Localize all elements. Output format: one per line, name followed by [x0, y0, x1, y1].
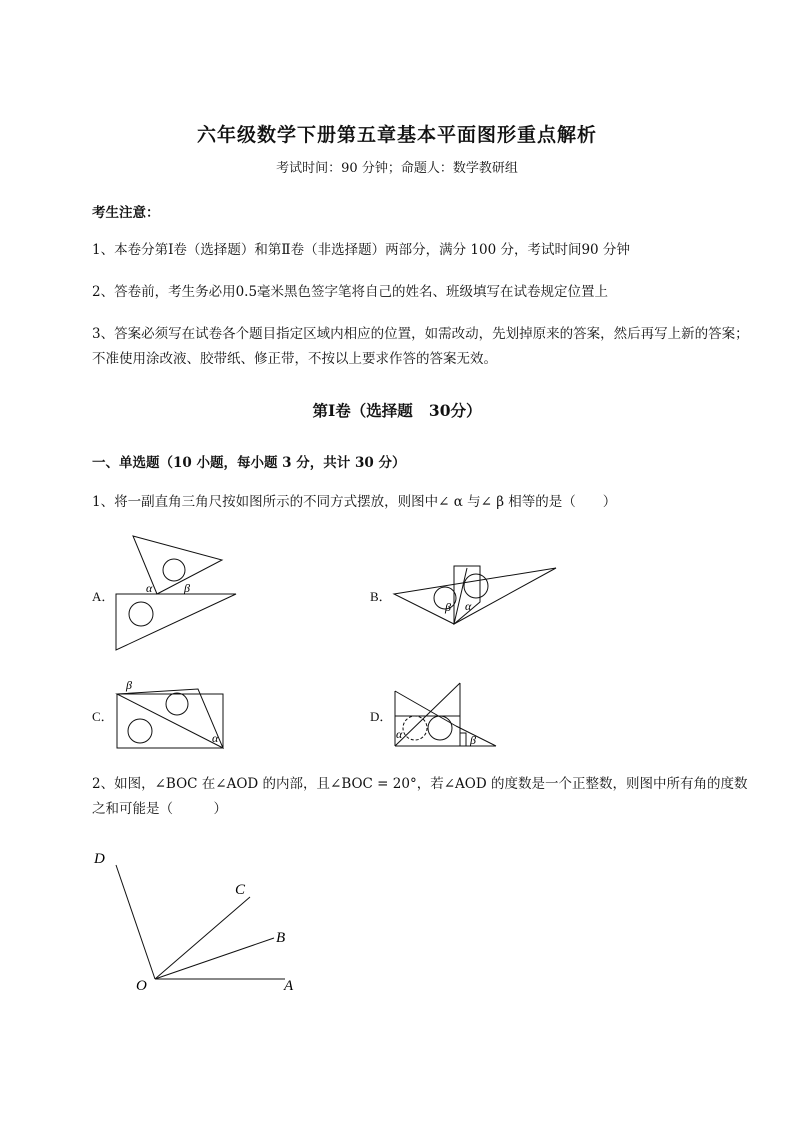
- option-c-figure: [112, 672, 232, 752]
- option-a-figure: [112, 532, 242, 657]
- notice-heading: 考生注意：: [92, 205, 160, 221]
- page-title: 六年级数学下册第五章基本平面图形重点解析: [196, 124, 597, 146]
- part-heading: 一、单选题（10 小题，每小题 3 分，共计 30 分）: [92, 455, 406, 471]
- notice-item-2: 2、答卷前，考生务必用0.5毫米黑色签字笔将自己的姓名、班级填写在试卷规定位置上: [92, 284, 609, 300]
- beta-label: β: [126, 678, 132, 692]
- point-c-label: C: [235, 882, 246, 898]
- option-a-label: A．: [92, 589, 115, 604]
- notice-item-3: 3、答案必须写在试卷各个题目指定区域内相应的位置，如需改动，先划掉原来的答案，然后再写上新的答案；不准使用涂改液、胶带纸、修正带，不按以上要求作答的答案无效。: [92, 326, 749, 367]
- point-b-label: B: [276, 930, 286, 946]
- question-2-text: 2、如图，∠BOC 在∠AOD 的内部，且∠BOC = 20°，若∠AOD 的度数是一个正整数，则图中所有角的度数之和可能是（ ）: [92, 776, 748, 817]
- alpha-label: α: [146, 581, 153, 595]
- beta-label: β: [445, 600, 451, 614]
- option-d-label: D．: [370, 709, 393, 724]
- beta-label: β: [184, 581, 190, 595]
- point-a-label: A: [284, 978, 294, 994]
- question-1-text: 1、将一副直角三角尺按如图所示的不同方式摆放，则图中∠ α 与∠ β 相等的是（ ）: [92, 494, 617, 510]
- option-b-figure: [390, 562, 560, 632]
- beta-label: β: [470, 733, 476, 747]
- alpha-label: α: [396, 727, 403, 741]
- notice-item-1: 1、本卷分第Ⅰ卷（选择题）和第Ⅱ卷（非选择题）两部分，满分 100 分，考试时间90 分钟: [92, 242, 630, 258]
- section-title: 第Ⅰ卷（选择题 30分）: [312, 401, 482, 420]
- point-o-label: O: [136, 978, 147, 994]
- alpha-label: α: [465, 599, 472, 613]
- point-d-label: D: [94, 851, 105, 867]
- exam-info: 考试时间：90 分钟；命题人：数学教研组: [276, 161, 518, 176]
- option-b-label: B．: [370, 589, 392, 604]
- option-d-figure: [390, 678, 502, 752]
- option-c-label: C．: [92, 709, 114, 724]
- angle-figure: [88, 845, 308, 1000]
- alpha-label: α: [212, 731, 219, 745]
